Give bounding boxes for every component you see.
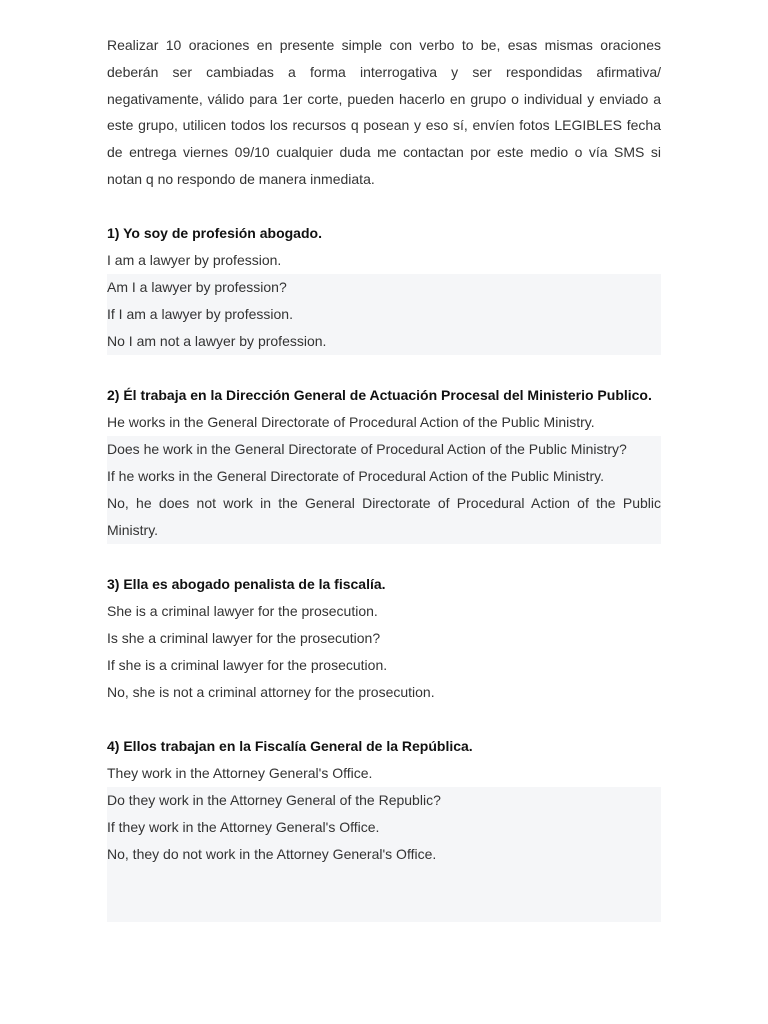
affirmative-answer: If he works in the General Directorate of Procedural Action of the Public Ministry.: [107, 467, 604, 484]
sentence-item-1: [107, 220, 661, 355]
sentence-item-2: [107, 382, 661, 544]
shaded-block: [107, 274, 661, 355]
affirmative-sentence: He works in the General Directorate of Procedural Action of the Public Ministry.: [107, 413, 595, 430]
affirmative-answer: If she is a criminal lawyer for the prosecution.: [107, 656, 388, 673]
negative-answer: No, they do not work in the Attorney General's Office.: [107, 845, 437, 862]
affirmative-sentence: They work in the Attorney General's Office.: [107, 764, 373, 781]
interrogative-sentence: Is she a criminal lawyer for the prosecution?: [107, 629, 381, 646]
spacer: [107, 544, 661, 571]
sentence-heading: 1) Yo soy de profesión abogado.: [107, 224, 322, 241]
shaded-block: [107, 436, 661, 544]
negative-answer: No I am not a lawyer by profession.: [107, 332, 327, 349]
negative-answer: No, he does not work in the General Directorate of Procedural Action of the Public Ministry.: [107, 494, 661, 538]
negative-answer: No, she is not a criminal attorney for the prosecution.: [107, 683, 435, 700]
spacer: [107, 355, 661, 382]
document-page: [107, 32, 661, 922]
sentence-item-4: [107, 733, 661, 922]
affirmative-sentence: I am a lawyer by profession.: [107, 251, 282, 268]
spacer: [107, 706, 661, 733]
shaded-block: [107, 787, 661, 922]
sentence-item-3: [107, 571, 661, 706]
spacer: [107, 193, 661, 220]
affirmative-answer: If I am a lawyer by profession.: [107, 305, 293, 322]
interrogative-sentence: Do they work in the Attorney General of the Republic?: [107, 791, 441, 808]
interrogative-sentence: Am I a lawyer by profession?: [107, 278, 287, 295]
sentence-heading: 4) Ellos trabajan en la Fiscalía General de la República.: [107, 737, 473, 754]
sentence-heading: 2) Él trabaja en la Dirección General de Actuación Procesal del Ministerio Publico.: [107, 386, 652, 403]
affirmative-sentence: She is a criminal lawyer for the prosecution.: [107, 602, 378, 619]
affirmative-answer: If they work in the Attorney General's Office.: [107, 818, 380, 835]
shaded-blank-area: [107, 868, 661, 922]
interrogative-sentence: Does he work in the General Directorate of Procedural Action of the Public Ministry?: [107, 440, 627, 457]
instructions-paragraph: Realizar 10 oraciones en presente simple con verbo to be, esas mismas oraciones deberán ser cambiadas a forma interrogativa y ser respondidas afirmativa/ negativamente, válido para 1er corte, pueden hacerlo en grupo o individual y enviado a este grupo, utilicen todos los recursos q posean y eso sí, envíen fotos LEGIBLES fecha de entrega viernes 09/10 cualquier duda me contactan por este medio o vía SMS si notan q no respondo de manera inmediata.: [107, 37, 661, 187]
sentence-heading: 3) Ella es abogado penalista de la fiscalía.: [107, 575, 386, 592]
